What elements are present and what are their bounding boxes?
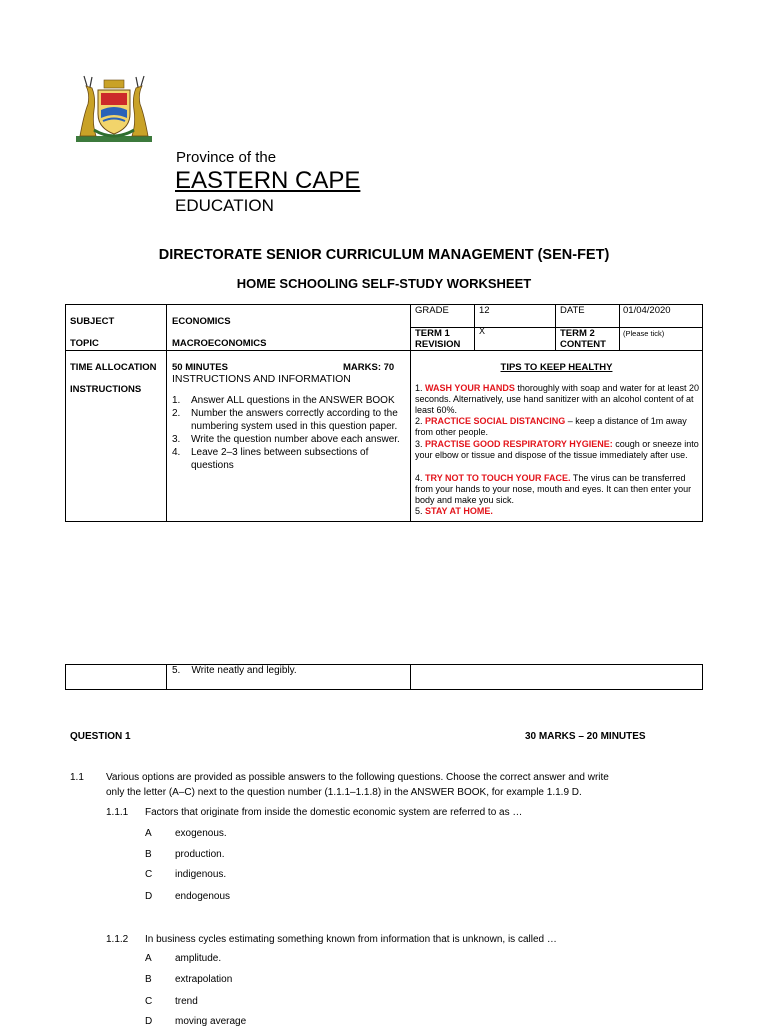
time-allocation-value: 50 MINUTES (172, 362, 228, 373)
subject-value: ECONOMICS (172, 316, 231, 327)
worksheet-title: HOME SCHOOLING SELF-STUDY WORKSHEET (236, 276, 532, 291)
list-item: 3. Write the question number above each answer. (172, 434, 400, 445)
option-letter: A (145, 953, 152, 964)
option-text: trend (175, 996, 198, 1007)
province-line: Province of the (176, 149, 277, 166)
marks-value: MARKS: 70 (343, 362, 395, 373)
department-name: EDUCATION (175, 196, 274, 215)
tip-item: 5. STAY AT HOME. (415, 506, 493, 516)
option-letter: B (145, 974, 152, 985)
option-text: moving average (175, 1016, 247, 1027)
question-1-marks: 30 MARKS – 20 MINUTES (525, 731, 646, 742)
tip-item: 1. WASH YOUR HANDS thoroughly with soap and water for at least 20 seconds. Alternatively, use hand sanitizer with an alcohol content of at least 60%. (415, 383, 699, 415)
list-item: 1. Answer ALL questions in the ANSWER BOOK (172, 395, 395, 406)
date-label: DATE (560, 305, 585, 316)
term2-label: TERM 2 CONTENT (560, 328, 606, 350)
subquestion-number: 1.1.2 (106, 934, 129, 945)
instructions-heading: INSTRUCTIONS AND INFORMATION (172, 373, 351, 385)
term1-tick: X (479, 326, 486, 336)
subject-label: SUBJECT (70, 316, 115, 327)
province-name: EASTERN CAPE (175, 167, 361, 194)
option-text: production. (175, 849, 225, 860)
tip-item: 2. PRACTICE SOCIAL DISTANCING – keep a distance of 1m away from other people. (415, 416, 687, 437)
instructions-label: INSTRUCTIONS (70, 384, 142, 395)
option-letter: A (145, 828, 152, 839)
grade-value: 12 (479, 305, 490, 316)
tip-item: 4. TRY NOT TO TOUCH YOUR FACE. The virus can be transferred from your hands to your nose, mouth and eyes. It can then enter your body and make you sick. (415, 473, 692, 505)
question-instructions-line: only the letter (A–C) next to the question number (1.1.1–1.1.8) in the ANSWER BOOK, for example 1.1.9 D. (106, 787, 582, 798)
option-letter: D (145, 891, 153, 902)
subquestion-number: 1.1.1 (106, 807, 129, 818)
option-text: extrapolation (175, 974, 233, 985)
question-number: 1.1 (70, 772, 84, 783)
tip-item: 3. PRACTISE GOOD RESPIRATORY HYGIENE: cough or sneeze into your elbow or tissue and dispose of the tissue immediately after use. (415, 439, 699, 460)
grade-label: GRADE (415, 305, 449, 316)
term1-label: TERM 1 REVISION (415, 328, 461, 350)
option-letter: C (145, 996, 153, 1007)
subquestion-text: In business cycles estimating something known from information that is unknown, is called … (145, 934, 557, 945)
option-text: exogenous. (175, 828, 227, 839)
option-text: amplitude. (175, 953, 222, 964)
question-instructions-line: Various options are provided as possible answers to the following questions. Choose the correct answer and write (106, 772, 609, 783)
coat-of-arms-logo (70, 74, 158, 144)
option-letter: C (145, 869, 153, 880)
topic-label: TOPIC (70, 338, 99, 349)
directorate-heading: DIRECTORATE SENIOR CURRICULUM MANAGEMENT (SEN-FET) (158, 247, 610, 263)
instruction-5: 5. Write neatly and legibly. (172, 665, 297, 676)
option-letter: B (145, 849, 152, 860)
subquestion-text: Factors that originate from inside the domestic economic system are referred to as … (145, 807, 523, 818)
topic-value: MACROECONOMICS (172, 338, 267, 349)
time-allocation-label: TIME ALLOCATION (70, 362, 157, 373)
instructions-list (172, 394, 407, 472)
list-item: 2. Number the answers correctly according to the numbering system used in this question paper. (172, 408, 398, 432)
option-text: endogenous (175, 891, 231, 902)
option-letter: D (145, 1016, 153, 1027)
tips-heading: TIPS TO KEEP HEALTHY (500, 362, 613, 373)
list-item: 4. Leave 2–3 lines between subsections of questions (172, 447, 369, 471)
option-text: indigenous. (175, 869, 227, 880)
question-1-title: QUESTION 1 (70, 731, 131, 742)
date-value: 01/04/2020 (623, 305, 671, 316)
please-tick-note: (Please tick) (623, 329, 665, 338)
